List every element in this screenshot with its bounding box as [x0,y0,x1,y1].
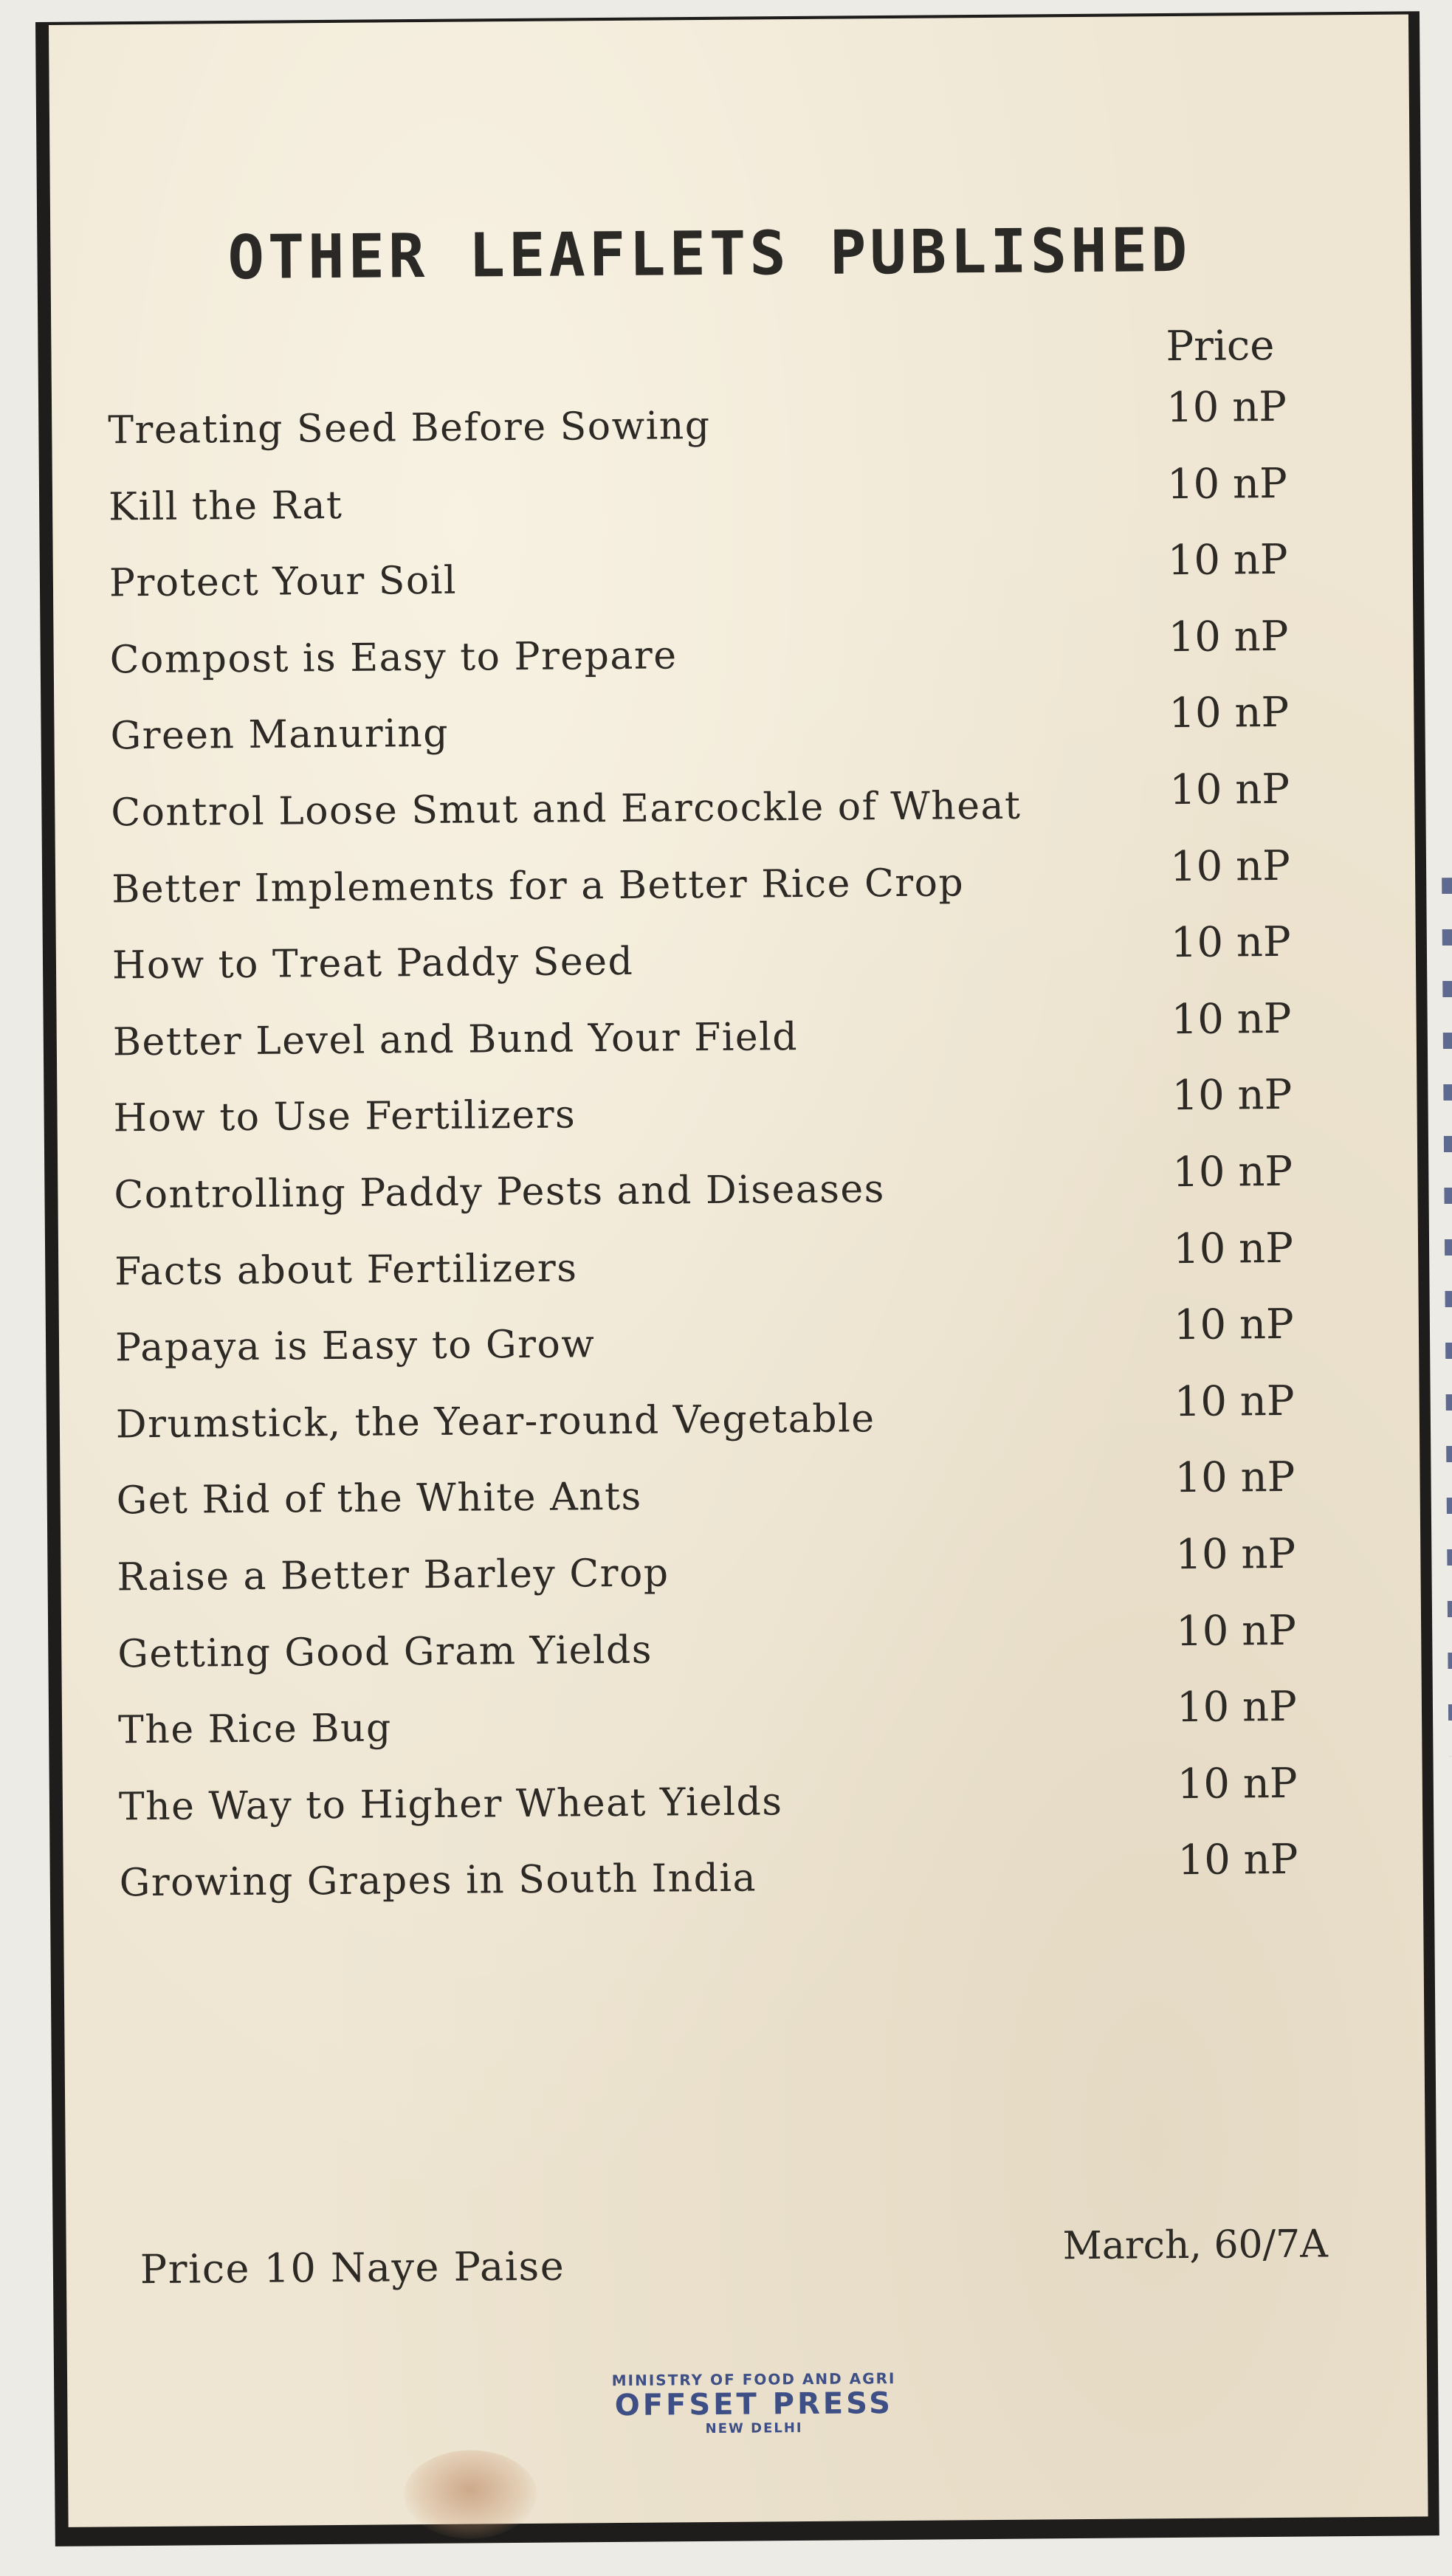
leaflet-title: Control Loose Smut and Earcockle of Wheat [111,783,1022,836]
leaflet-title: Get Rid of the White Ants [116,1475,642,1523]
leaflet-price: 10 nP [1172,1224,1294,1273]
leaflet-title: Green Manuring [110,712,450,759]
leaflet-title: Kill the Rat [108,483,343,529]
leaflet-title: Drumstick, the Year-round Vegetable [115,1396,875,1447]
leaflet-title: Compost is Easy to Prepare [109,633,678,683]
leaflet-price: 10 nP [1177,1836,1298,1885]
leaflet-price: 10 nP [1174,1377,1295,1426]
page-title: OTHER LEAFLETS PUBLISHED [227,215,1191,294]
leaflet-list [108,382,1374,1938]
leaflet-title: Raise a Better Barley Crop [117,1551,670,1600]
leaflet-price: 10 nP [1167,536,1288,585]
leaflet-price: 10 nP [1168,612,1289,661]
leaflet-price: 10 nP [1175,1529,1296,1579]
list-item [119,1836,1375,1938]
leaflet-price: 10 nP [1166,382,1287,433]
leaflet-title: Papaya is Easy to Grow [114,1322,596,1371]
leaflet-title: Better Implements for a Better Rice Crop [111,860,965,912]
leaflet-title: Facts about Fertilizers [114,1245,578,1294]
leaflet-price: 10 nP [1172,1147,1293,1197]
press-stamp-press: OFFSET PRESS [614,2386,894,2423]
press-stamp [569,2369,939,2438]
leaflet-title: The Way to Higher Wheat Yields [118,1779,783,1830]
press-stamp-city: NEW DELHI [705,2420,803,2437]
price-column-header: Price [1166,321,1275,371]
leaflet-title: How to Treat Paddy Seed [111,939,634,988]
leaflet-price: 10 nP [1177,1759,1298,1808]
leaflet-price: 10 nP [1169,841,1291,891]
leaflet-price: 10 nP [1174,1453,1296,1503]
leaflet-title: Better Level and Bund Your Field [112,1014,799,1065]
leaflet-title: Treating Seed Before Sowing [108,403,711,453]
leaflet-title: How to Use Fertilizers [113,1092,577,1141]
edge-ink-marks [1442,878,1452,1756]
leaflet-title: Controlling Paddy Pests and Diseases [114,1167,886,1218]
leaflet-price: 10 nP [1173,1300,1294,1350]
press-stamp-ministry: MINISTRY OF FOOD AND AGRI [611,2369,896,2390]
leaflet-price: 10 nP [1171,1071,1293,1120]
leaflet-price: 10 nP [1171,994,1292,1044]
leaflet-title: The Rice Bug [117,1706,393,1753]
leaflet-title: Growing Grapes in South India [119,1856,757,1906]
leaflet-title: Protect Your Soil [109,558,458,606]
footer-price-note: Price 10 Naye Paise [140,2242,565,2293]
leaflet-page [49,15,1428,2527]
leaflet-price: 10 nP [1169,765,1290,815]
leaflet-price: 10 nP [1175,1606,1297,1656]
leaflet-price: 10 nP [1169,689,1290,738]
leaflet-title: Getting Good Gram Yields [117,1628,653,1676]
leaflet-price: 10 nP [1176,1682,1298,1732]
leaflet-price: 10 nP [1170,917,1291,968]
footer-date-code: March, 60/7A [1062,2222,1329,2269]
leaflet-price: 10 nP [1166,459,1287,509]
